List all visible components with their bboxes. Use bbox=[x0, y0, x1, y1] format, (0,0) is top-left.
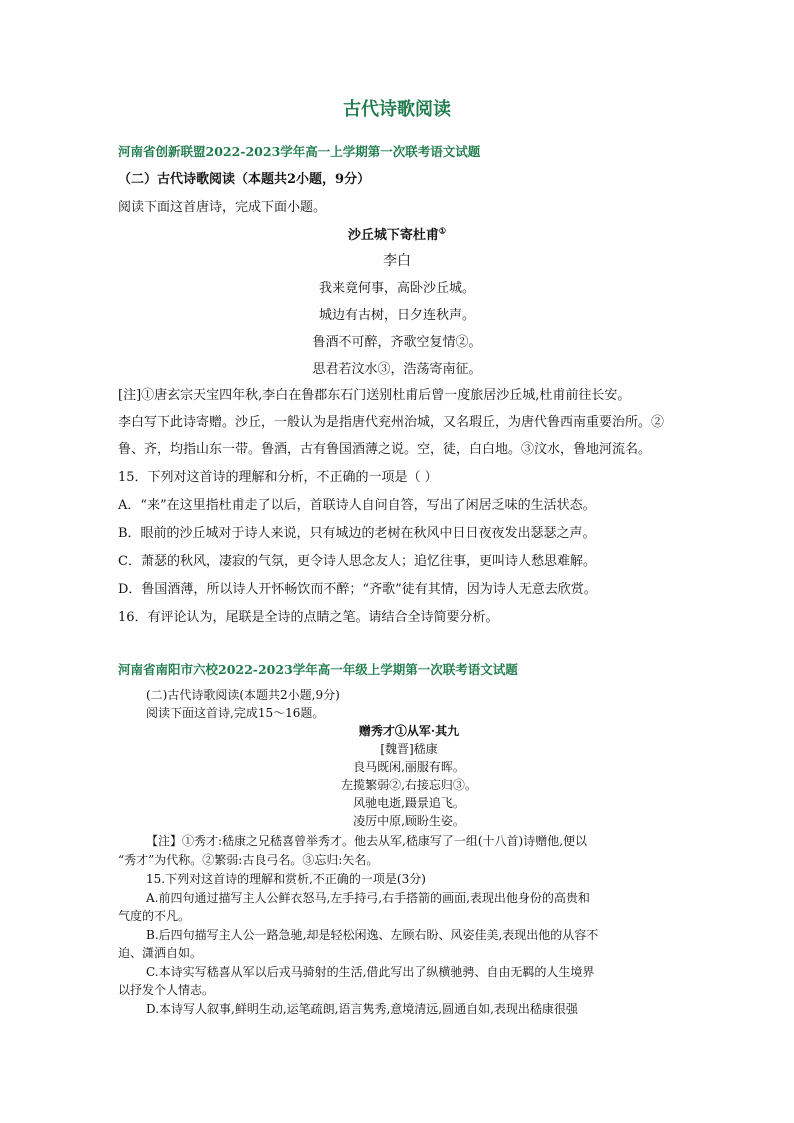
section2-option-a-cont: 气度的不凡。 bbox=[118, 909, 191, 923]
section2-heading: (二)古代诗歌阅读(本题共2小题,9分) bbox=[146, 688, 340, 702]
section1-note-line: 鲁、齐，均指山东一带。鲁酒，古有鲁国酒薄之说。空，徒，白白地。③汶水，鲁地河流名。 bbox=[118, 442, 652, 457]
section2-question-15: 15.下列对这首诗的理解和赏析,不正确的一项是(3分) bbox=[146, 872, 426, 886]
section1-author: 李白 bbox=[383, 253, 411, 269]
section1-source: 河南省创新联盟2022-2023学年高一上学期第一次联考语文试题 bbox=[118, 144, 481, 159]
section1-poem-line: 鲁酒不可醉，齐歌空复情②。 bbox=[312, 335, 482, 350]
section2-option-c-cont: 以抒发个人情志。 bbox=[118, 983, 215, 997]
section1-question-16: 16．有评论认为，尾联是全诗的点睛之笔。请结合全诗简要分析。 bbox=[118, 610, 499, 625]
section2-intro: 阅读下面这首诗,完成15～16题。 bbox=[146, 706, 325, 720]
section1-question-15: 15．下列对这首诗的理解和分析，不正确的一项是（ ） bbox=[118, 470, 438, 485]
section1-poem-line: 思君若汶水③，浩荡寄南征。 bbox=[312, 362, 482, 377]
section1-poem-line: 我来竟何事，高卧沙丘城。 bbox=[318, 281, 475, 296]
section1-intro: 阅读下面这首唐诗，完成下面小题。 bbox=[118, 200, 327, 215]
section2-poem-line: 左揽繁弱②,右接忘归③。 bbox=[341, 778, 477, 792]
section2-poem-line: 风驰电逝,蹑景追飞。 bbox=[353, 796, 465, 810]
section1-note-line: [注]①唐玄宗天宝四年秋,李白在鲁郡东石门送别杜甫后曾一度旅居沙丘城,杜甫前往长安。 bbox=[118, 388, 631, 403]
section2-poem-title: 赠秀才①从军·其九 bbox=[358, 724, 460, 738]
section2-option-c: C.本诗实写嵇喜从军以后戎马骑射的生活,借此写出了纵横驰骋、自由无羁的人生境界 bbox=[146, 965, 595, 979]
section1-heading: （二）古代诗歌阅读（本题共2小题，9分） bbox=[118, 172, 371, 187]
section2-option-b-cont: 迫、潇洒自如。 bbox=[118, 946, 203, 960]
section2-poem-line: 良马既闲,丽服有晖。 bbox=[353, 760, 465, 774]
section2-source: 河南省南阳市六校2022-2023学年高一年级上学期第一次联考语文试题 bbox=[118, 662, 518, 677]
section2-option-b: B.后四句描写主人公一路急驰,却是轻松闲逸、左顾右盼、风姿佳美,表现出他的从容不 bbox=[146, 928, 599, 942]
section2-option-a: A.前四句通过描写主人公鲜衣怒马,左手持弓,右手搭箭的画面,表现出他身份的高贵和 bbox=[146, 891, 590, 905]
section2-note-line: 【注】①秀才:嵇康之兄嵇喜曾举秀才。他去从军,嵇康写了一组(十八首)诗赠他,便以 bbox=[146, 834, 588, 848]
section1-option-a: A．“来”在这里指杜甫走了以后，首联诗人自问自答，写出了闲居乏味的生活状态。 bbox=[118, 498, 596, 513]
section1-poem-line: 城边有古树，日夕连秋声。 bbox=[318, 308, 475, 323]
section1-option-b: B．眼前的沙丘城对于诗人来说，只有城边的老树在秋风中日日夜夜发出瑟瑟之声。 bbox=[118, 526, 596, 541]
section1-note-line: 李白写下此诗寄赠。沙丘，一般认为是指唐代兖州治城，又名瑕丘，为唐代鲁西南重要治所。② bbox=[118, 415, 665, 430]
section2-author: [魏晋]嵇康 bbox=[380, 742, 438, 756]
page-title: 古代诗歌阅读 bbox=[343, 99, 451, 120]
section2-poem-line: 凌厉中原,顾盼生姿。 bbox=[353, 814, 465, 828]
section2-option-d: D.本诗写人叙事,鲜明生动,运笔疏朗,语言隽秀,意境清远,圆通自如,表现出嵇康很强 bbox=[146, 1002, 578, 1016]
section1-poem-title: 沙丘城下寄杜甫① bbox=[347, 225, 447, 243]
section2-note-line: “秀才”为代称。②繁弱:古良弓名。③忘归:矢名。 bbox=[118, 853, 379, 867]
section1-option-d: D．鲁国酒薄，所以诗人开怀畅饮而不醉；“齐歌”徒有其情，因为诗人无意去欣赏。 bbox=[118, 582, 597, 597]
section1-option-c: C．萧瑟的秋风，凄寂的气氛，更令诗人思念友人；追忆往事，更叫诗人愁思难解。 bbox=[118, 554, 596, 569]
